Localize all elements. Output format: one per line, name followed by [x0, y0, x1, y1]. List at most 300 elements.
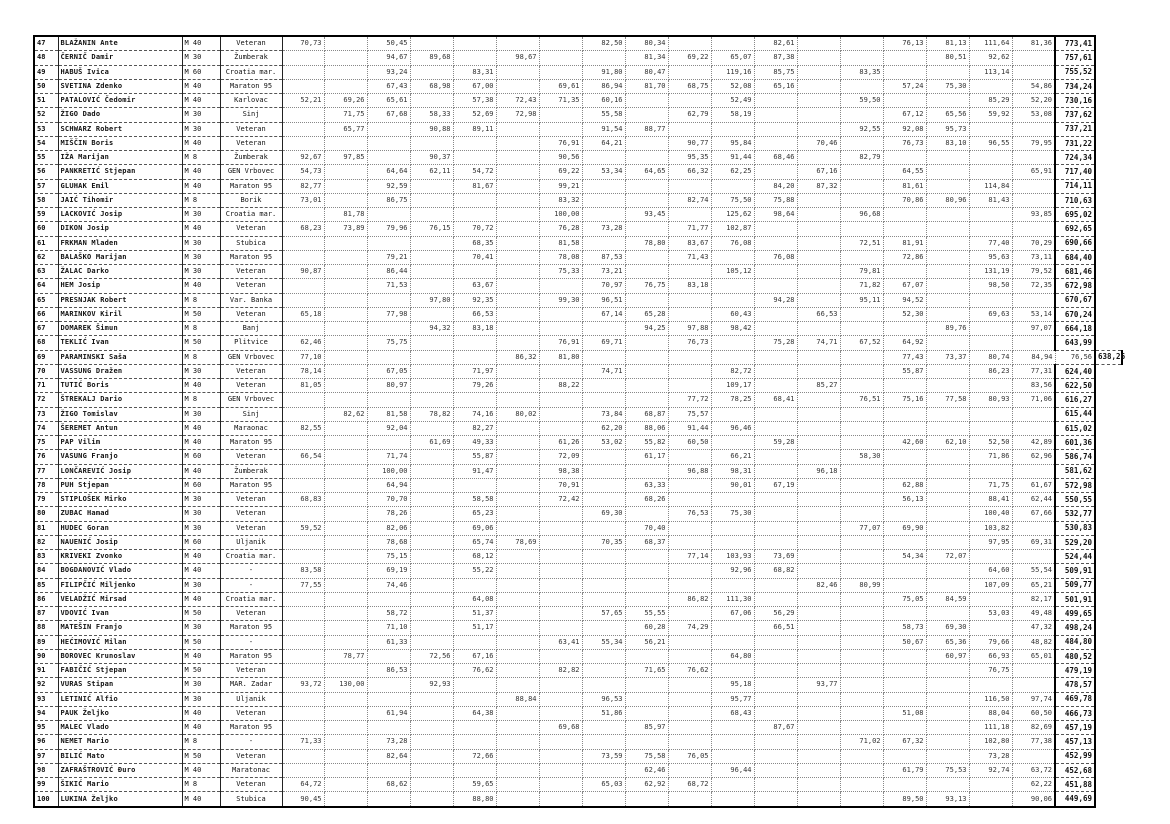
race-score-cell: 62,22 — [1012, 778, 1055, 792]
category-cell: M 60 — [182, 535, 220, 549]
race-score-cell: 56,13 — [883, 493, 926, 507]
club-cell: Veteran — [220, 307, 282, 321]
total-points-cell: 692,65 — [1055, 222, 1095, 236]
race-score-cell — [711, 407, 754, 421]
race-score-cell: 95,35 — [668, 151, 711, 165]
rank-cell: 76 — [34, 450, 58, 464]
race-score-cell — [797, 436, 840, 450]
race-score-cell: 125,62 — [711, 208, 754, 222]
race-score-cell: 95,63 — [969, 250, 1012, 264]
total-points-cell: 469,78 — [1055, 692, 1095, 706]
race-score-cell — [1012, 222, 1055, 236]
race-score-cell — [582, 578, 625, 592]
race-score-cell: 53,03 — [969, 607, 1012, 621]
race-score-cell — [324, 507, 367, 521]
race-score-cell: 82,06 — [367, 521, 410, 535]
club-cell: Veteran — [220, 379, 282, 393]
race-score-cell: 80,74 — [969, 350, 1012, 364]
race-score-cell — [582, 350, 625, 364]
race-score-cell: 81,58 — [539, 236, 582, 250]
table-row — [34, 550, 1122, 564]
race-score-cell: 94,25 — [625, 322, 668, 336]
race-score-cell — [969, 293, 1012, 307]
table-row — [34, 336, 1122, 350]
race-score-cell: 65,07 — [711, 51, 754, 65]
race-score-cell — [496, 493, 539, 507]
race-score-cell — [496, 450, 539, 464]
race-score-cell — [410, 94, 453, 108]
competitor-name: VELADŽIĆ Mirsad — [58, 592, 182, 606]
race-score-cell — [582, 450, 625, 464]
race-score-cell: 98,38 — [539, 464, 582, 478]
category-cell: M 8 — [182, 151, 220, 165]
race-score-cell — [754, 535, 797, 549]
race-score-cell: 75,53 — [926, 763, 969, 777]
race-score-cell: 81,80 — [539, 350, 582, 364]
rank-cell: 88 — [34, 621, 58, 635]
race-score-cell — [496, 307, 539, 321]
race-score-cell: 64,94 — [367, 478, 410, 492]
race-score-cell — [410, 607, 453, 621]
results-table — [33, 35, 1126, 808]
race-score-cell: 65,61 — [367, 94, 410, 108]
race-score-cell: 87,32 — [797, 179, 840, 193]
race-score-cell: 51,37 — [453, 607, 496, 621]
race-score-cell: 52,20 — [1012, 94, 1055, 108]
race-score-cell: 54,72 — [453, 165, 496, 179]
race-score-cell — [1012, 179, 1055, 193]
race-score-cell: 91,80 — [582, 65, 625, 79]
race-score-cell — [324, 65, 367, 79]
race-score-cell — [840, 607, 883, 621]
race-score-cell — [582, 208, 625, 222]
race-score-cell: 80,02 — [496, 407, 539, 421]
race-score-cell — [754, 521, 797, 535]
race-score-cell: 81,43 — [969, 193, 1012, 207]
race-score-cell — [711, 535, 754, 549]
race-score-cell: 86,75 — [367, 193, 410, 207]
race-score-cell — [711, 792, 754, 807]
race-score-cell: 94,67 — [367, 51, 410, 65]
rank-cell: 98 — [34, 763, 58, 777]
club-cell: GEN Vrbovec — [220, 350, 282, 364]
club-cell: Sinj — [220, 407, 282, 421]
category-cell: M 40 — [182, 436, 220, 450]
rank-cell: 65 — [34, 293, 58, 307]
race-score-cell — [539, 279, 582, 293]
total-points-cell: 615,44 — [1055, 407, 1095, 421]
competitor-name: NAUENIĆ Josip — [58, 535, 182, 549]
race-score-cell — [840, 550, 883, 564]
race-score-cell — [840, 721, 883, 735]
race-score-cell — [754, 778, 797, 792]
category-cell: M 8 — [182, 293, 220, 307]
race-score-cell — [625, 692, 668, 706]
race-score-cell: 82,46 — [797, 578, 840, 592]
table-row — [34, 279, 1122, 293]
race-score-cell — [625, 293, 668, 307]
race-score-cell: 69,63 — [969, 307, 1012, 321]
race-score-cell — [883, 407, 926, 421]
race-score-cell — [926, 450, 969, 464]
race-score-cell — [840, 436, 883, 450]
race-score-cell: 52,21 — [282, 94, 324, 108]
race-score-cell: 92,67 — [282, 151, 324, 165]
race-score-cell — [410, 250, 453, 264]
race-score-cell: 103,82 — [969, 521, 1012, 535]
race-score-cell: 76,91 — [539, 336, 582, 350]
race-score-cell — [883, 450, 926, 464]
club-cell: - — [220, 735, 282, 749]
table-row — [34, 250, 1122, 264]
race-score-cell: 69,22 — [539, 165, 582, 179]
race-score-cell — [668, 706, 711, 720]
race-score-cell — [496, 621, 539, 635]
rank-cell: 58 — [34, 193, 58, 207]
race-score-cell: 75,30 — [926, 79, 969, 93]
race-score-cell — [367, 763, 410, 777]
race-score-cell — [282, 279, 324, 293]
race-score-cell: 75,58 — [625, 749, 668, 763]
table-row — [34, 379, 1122, 393]
rank-cell: 97 — [34, 749, 58, 763]
race-score-cell: 67,14 — [582, 307, 625, 321]
race-score-cell — [1012, 193, 1055, 207]
race-score-cell: 88,22 — [539, 379, 582, 393]
race-score-cell: 95,73 — [926, 122, 969, 136]
race-score-cell: 42,89 — [1012, 436, 1055, 450]
race-score-cell: 98,64 — [754, 208, 797, 222]
race-score-cell: 77,31 — [1012, 364, 1055, 378]
race-score-cell: 80,99 — [840, 578, 883, 592]
race-score-cell — [711, 436, 754, 450]
race-score-cell — [797, 94, 840, 108]
table-row — [34, 65, 1122, 79]
race-score-cell — [625, 706, 668, 720]
total-points-cell: 734,24 — [1055, 79, 1095, 93]
race-score-cell — [324, 621, 367, 635]
race-score-cell — [496, 65, 539, 79]
race-score-cell: 55,22 — [453, 564, 496, 578]
race-score-cell — [282, 478, 324, 492]
race-score-cell — [324, 136, 367, 150]
rank-cell: 89 — [34, 635, 58, 649]
race-score-cell — [453, 151, 496, 165]
total-points-cell: 731,22 — [1055, 136, 1095, 150]
race-score-cell: 81,34 — [625, 51, 668, 65]
race-score-cell — [539, 307, 582, 321]
race-score-cell: 58,72 — [367, 607, 410, 621]
race-score-cell: 97,07 — [1012, 322, 1055, 336]
race-score-cell — [668, 678, 711, 692]
race-score-cell — [282, 621, 324, 635]
rank-cell: 47 — [34, 36, 58, 51]
rank-cell: 84 — [34, 564, 58, 578]
race-score-cell — [840, 763, 883, 777]
race-score-cell — [883, 564, 926, 578]
race-score-cell: 65,56 — [926, 108, 969, 122]
race-score-cell — [324, 706, 367, 720]
race-score-cell: 95,11 — [840, 293, 883, 307]
race-score-cell: 69,06 — [453, 521, 496, 535]
race-score-cell: 67,16 — [797, 165, 840, 179]
category-cell: M 40 — [182, 279, 220, 293]
rank-cell: 71 — [34, 379, 58, 393]
category-cell: M 50 — [182, 336, 220, 350]
race-score-cell: 83,31 — [453, 65, 496, 79]
race-score-cell: 61,17 — [625, 450, 668, 464]
club-cell: - — [220, 578, 282, 592]
category-cell: M 40 — [182, 222, 220, 236]
race-score-cell — [711, 122, 754, 136]
race-score-cell — [324, 265, 367, 279]
race-score-cell: 96,44 — [711, 763, 754, 777]
race-score-cell — [883, 379, 926, 393]
race-score-cell — [324, 763, 367, 777]
race-score-cell: 47,32 — [1012, 621, 1055, 635]
race-score-cell: 73,69 — [754, 550, 797, 564]
race-score-cell — [496, 393, 539, 407]
race-score-cell: 60,43 — [711, 307, 754, 321]
table-row — [34, 478, 1122, 492]
race-score-cell — [324, 179, 367, 193]
race-score-cell: 90,56 — [539, 151, 582, 165]
race-score-cell: 76,15 — [410, 222, 453, 236]
race-score-cell — [410, 265, 453, 279]
race-score-cell — [926, 421, 969, 435]
race-score-cell — [582, 478, 625, 492]
race-score-cell: 68,23 — [282, 222, 324, 236]
race-score-cell: 65,74 — [453, 535, 496, 549]
race-score-cell — [582, 621, 625, 635]
race-score-cell: 97,74 — [1012, 692, 1055, 706]
club-cell: Veteran — [220, 450, 282, 464]
race-score-cell: 69,61 — [539, 79, 582, 93]
race-score-cell — [582, 550, 625, 564]
race-score-cell: 79,66 — [969, 635, 1012, 649]
race-score-cell: 59,65 — [453, 778, 496, 792]
race-score-cell — [625, 222, 668, 236]
race-score-cell: 76,51 — [840, 393, 883, 407]
race-score-cell: 52,69 — [453, 108, 496, 122]
race-score-cell: 65,18 — [282, 307, 324, 321]
race-score-cell — [324, 749, 367, 763]
category-cell: M 30 — [182, 364, 220, 378]
competitor-name: PATALOVIĆ Čedomir — [58, 94, 182, 108]
race-score-cell: 53,02 — [582, 436, 625, 450]
race-score-cell: 72,42 — [539, 493, 582, 507]
competitor-name: BOGDANOVIĆ Vlado — [58, 564, 182, 578]
category-cell: M 40 — [182, 763, 220, 777]
club-cell: Maraton 95 — [220, 79, 282, 93]
race-score-cell — [969, 592, 1012, 606]
race-score-cell — [668, 607, 711, 621]
race-score-cell: 94,32 — [410, 322, 453, 336]
race-score-cell: 82,74 — [668, 193, 711, 207]
rank-cell: 72 — [34, 393, 58, 407]
race-score-cell — [496, 478, 539, 492]
race-score-cell: 70,97 — [582, 279, 625, 293]
club-cell: Stubica — [220, 236, 282, 250]
race-score-cell — [582, 649, 625, 663]
race-score-cell: 68,72 — [668, 778, 711, 792]
race-score-cell — [582, 151, 625, 165]
race-score-cell — [410, 65, 453, 79]
race-score-cell: 89,68 — [410, 51, 453, 65]
race-score-cell — [324, 550, 367, 564]
race-score-cell — [496, 364, 539, 378]
race-score-cell: 81,61 — [883, 179, 926, 193]
race-score-cell — [754, 122, 797, 136]
competitor-name: STIPLOŠEK Mirko — [58, 493, 182, 507]
race-score-cell: 70,29 — [1012, 236, 1055, 250]
race-score-cell — [754, 322, 797, 336]
rank-cell: 67 — [34, 322, 58, 336]
race-score-cell — [926, 364, 969, 378]
race-score-cell: 91,47 — [453, 464, 496, 478]
race-score-cell — [711, 350, 754, 364]
table-row — [34, 436, 1122, 450]
race-score-cell — [797, 550, 840, 564]
race-score-cell — [496, 122, 539, 136]
competitor-name: LACKOVIĆ Josip — [58, 208, 182, 222]
race-score-cell — [282, 208, 324, 222]
race-score-cell — [539, 749, 582, 763]
race-score-cell — [883, 678, 926, 692]
table-row — [34, 193, 1122, 207]
total-points-cell: 615,02 — [1055, 421, 1095, 435]
race-score-cell: 79,21 — [367, 250, 410, 264]
race-score-cell — [668, 649, 711, 663]
race-score-cell: 71,97 — [453, 364, 496, 378]
race-score-cell — [539, 735, 582, 749]
competitor-name: SVETINA Zdenko — [58, 79, 182, 93]
race-score-cell — [1012, 421, 1055, 435]
race-score-cell — [496, 649, 539, 663]
race-score-cell — [453, 36, 496, 51]
race-score-cell: 96,88 — [668, 464, 711, 478]
competitor-name: PUH Stjepan — [58, 478, 182, 492]
category-cell: M 40 — [182, 79, 220, 93]
rank-cell: 66 — [34, 307, 58, 321]
race-score-cell: 87,67 — [754, 721, 797, 735]
race-score-cell — [926, 721, 969, 735]
race-score-cell — [282, 763, 324, 777]
race-score-cell — [496, 421, 539, 435]
race-score-cell: 78,25 — [711, 393, 754, 407]
race-score-cell — [711, 664, 754, 678]
table-row — [34, 507, 1122, 521]
table-row — [34, 592, 1122, 606]
race-score-cell — [582, 592, 625, 606]
race-score-cell — [496, 279, 539, 293]
category-cell: M 40 — [182, 464, 220, 478]
total-points-cell: 478,57 — [1055, 678, 1095, 692]
race-score-cell: 69,71 — [582, 336, 625, 350]
race-score-cell — [324, 664, 367, 678]
race-score-cell: 130,00 — [324, 678, 367, 692]
total-points-cell: 730,16 — [1055, 94, 1095, 108]
total-points-cell: 757,61 — [1055, 51, 1095, 65]
race-score-cell: 68,46 — [754, 151, 797, 165]
race-score-cell — [410, 721, 453, 735]
table-row — [34, 535, 1122, 549]
race-score-cell — [582, 393, 625, 407]
race-score-cell — [926, 564, 969, 578]
total-points-cell: 524,44 — [1055, 550, 1095, 564]
rank-cell: 64 — [34, 279, 58, 293]
race-score-cell — [797, 265, 840, 279]
total-points-cell: 710,63 — [1055, 193, 1095, 207]
club-cell: Veteran — [220, 749, 282, 763]
table-row — [34, 649, 1122, 663]
race-score-cell — [324, 236, 367, 250]
race-score-cell — [410, 507, 453, 521]
race-score-cell — [969, 778, 1012, 792]
club-cell: MAR. Zadar — [220, 678, 282, 692]
race-score-cell: 88,80 — [453, 792, 496, 807]
competitor-name: ŠTREKALJ Dario — [58, 393, 182, 407]
race-score-cell — [410, 350, 453, 364]
race-score-cell — [883, 664, 926, 678]
category-cell: M 50 — [182, 635, 220, 649]
race-score-cell — [410, 706, 453, 720]
race-score-cell: 76,08 — [711, 236, 754, 250]
race-score-cell — [668, 122, 711, 136]
race-score-cell: 98,42 — [711, 322, 754, 336]
race-score-cell — [410, 521, 453, 535]
competitor-name: BLAŽANIN Ante — [58, 36, 182, 51]
race-score-cell: 55,55 — [625, 607, 668, 621]
race-score-cell — [883, 208, 926, 222]
race-score-cell — [625, 136, 668, 150]
race-score-cell: 73,59 — [582, 749, 625, 763]
category-cell: M 8 — [182, 735, 220, 749]
rank-cell: 100 — [34, 792, 58, 807]
race-score-cell — [539, 65, 582, 79]
race-score-cell — [1012, 336, 1055, 350]
competitor-name: MATEŠIN Franjo — [58, 621, 182, 635]
race-score-cell — [797, 763, 840, 777]
race-score-cell: 91,54 — [582, 122, 625, 136]
race-score-cell — [926, 250, 969, 264]
race-score-cell — [969, 464, 1012, 478]
race-score-cell: 81,58 — [367, 407, 410, 421]
competitor-name: ŽIGO Tomislav — [58, 407, 182, 421]
race-score-cell: 60,97 — [926, 649, 969, 663]
race-score-cell: 82,27 — [453, 421, 496, 435]
competitor-name: TEKLIĆ Ivan — [58, 336, 182, 350]
race-score-cell: 74,71 — [797, 336, 840, 350]
race-score-cell — [883, 578, 926, 592]
race-score-cell: 71,74 — [367, 450, 410, 464]
race-score-cell — [367, 136, 410, 150]
race-score-cell — [625, 735, 668, 749]
race-score-cell: 65,21 — [1012, 578, 1055, 592]
race-score-cell — [926, 493, 969, 507]
race-score-cell — [754, 749, 797, 763]
race-score-cell: 75,75 — [367, 336, 410, 350]
race-score-cell: 65,28 — [625, 307, 668, 321]
race-score-cell: 55,58 — [582, 108, 625, 122]
race-score-cell: 72,43 — [496, 94, 539, 108]
race-score-cell — [410, 735, 453, 749]
race-score-cell — [926, 208, 969, 222]
table-row — [34, 136, 1122, 150]
race-score-cell — [539, 108, 582, 122]
competitor-name: HEĆIMOVIĆ Milan — [58, 635, 182, 649]
race-score-cell: 77,55 — [282, 578, 324, 592]
